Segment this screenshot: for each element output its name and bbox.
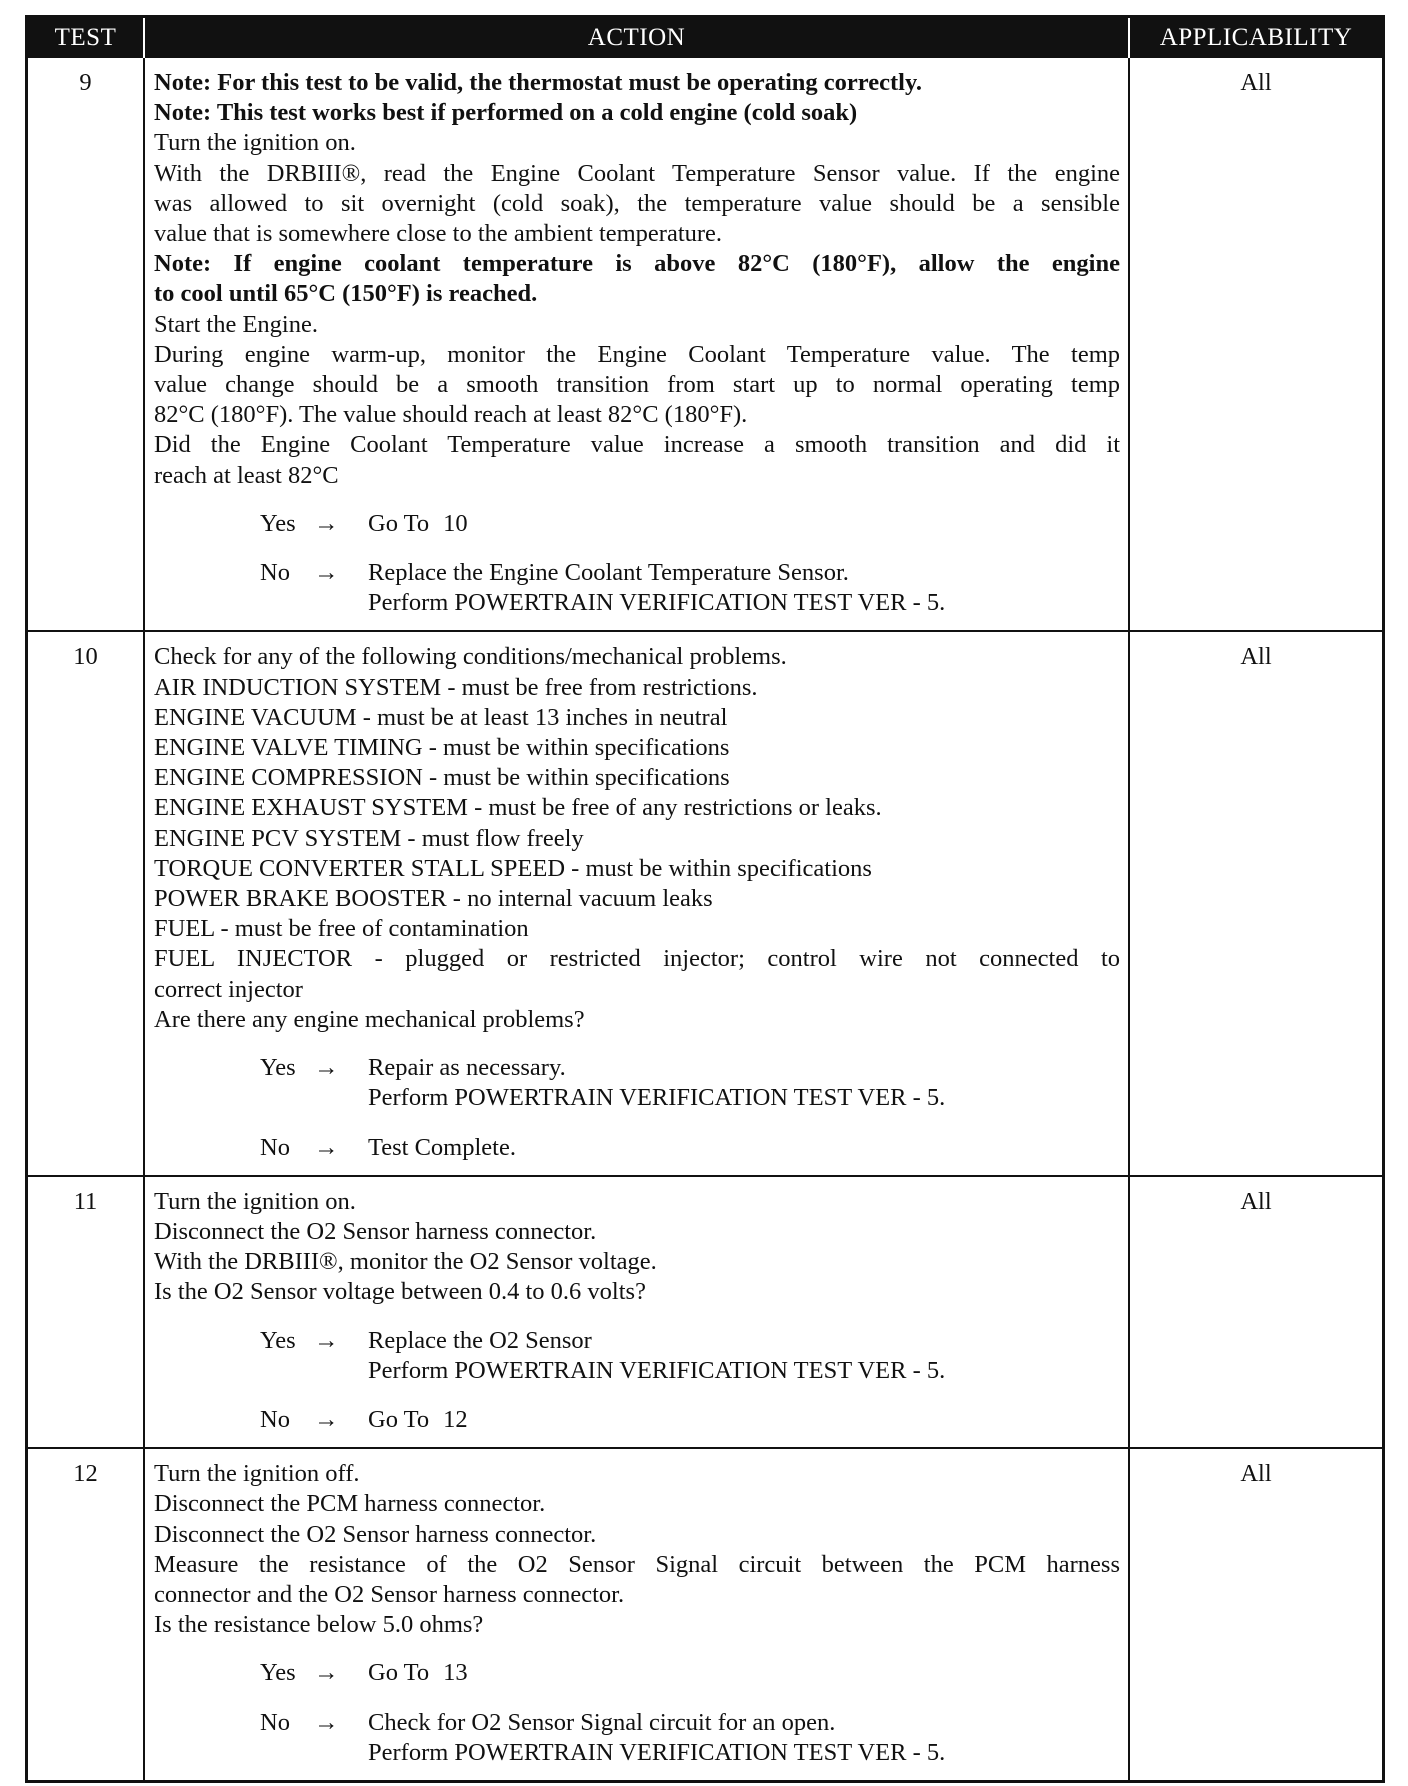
- table-row: [28, 630, 1382, 1174]
- table-row: [28, 1175, 1382, 1447]
- table-row: [28, 1447, 1382, 1780]
- goto-test-number: 12: [443, 1405, 468, 1433]
- right-arrow-icon: →: [314, 1054, 339, 1082]
- result-line: [368, 1053, 1120, 1083]
- action-step: With the DRBIII®, monitor the O2 Sensor voltage.: [154, 1248, 657, 1276]
- test-number: 12: [28, 1449, 145, 1780]
- yes-result: [368, 1326, 1120, 1386]
- result-text: Repair as necessary.: [368, 1054, 566, 1082]
- action-step: During engine warm-up, monitor the Engine Coolant Temperature value. The temp: [154, 340, 1120, 368]
- action-note: to cool until 65°C (150°F) is reached.: [154, 280, 538, 308]
- action-step: ENGINE VACUUM - must be at least 13 inches in neutral: [154, 703, 728, 731]
- no-result: [368, 1133, 1120, 1163]
- result-text: Perform POWERTRAIN VERIFICATION TEST VER - 5.: [368, 1356, 946, 1384]
- action-step: TORQUE CONVERTER STALL SPEED - must be within specifications: [154, 854, 872, 882]
- action-step: Turn the ignition on.: [154, 1187, 356, 1215]
- right-arrow-icon: →: [314, 1405, 339, 1433]
- action-step: Are there any engine mechanical problems?: [154, 1005, 585, 1033]
- test-number: 10: [28, 632, 145, 1174]
- result-text: Go To: [368, 1659, 430, 1687]
- action-cell: [145, 1177, 1130, 1447]
- no-result: [368, 1708, 1120, 1768]
- action-note: Note: If engine coolant temperature is above 82°C (180°F), allow the engine: [154, 250, 1120, 278]
- goto-test-number: 13: [443, 1659, 468, 1687]
- result-text: Replace the Engine Coolant Temperature Sensor.: [368, 559, 849, 587]
- right-arrow-icon: →: [314, 559, 339, 587]
- result-line: [368, 1326, 1120, 1356]
- right-arrow-icon: →: [314, 1326, 339, 1354]
- right-arrow-icon: →: [314, 509, 339, 537]
- no-result: [368, 558, 1120, 618]
- result-line: [368, 588, 1120, 618]
- table-row: [28, 58, 1382, 630]
- no-branch: [260, 1708, 1120, 1768]
- no-branch: [260, 1405, 1120, 1435]
- header-applicability: APPLICABILITY: [1159, 24, 1353, 51]
- action-step: ENGINE PCV SYSTEM - must flow freely: [154, 824, 584, 852]
- yes-result: [368, 1658, 1120, 1688]
- result-text: Go To: [368, 1405, 430, 1433]
- action-step: Disconnect the PCM harness connector.: [154, 1490, 546, 1518]
- action-cell: [145, 58, 1130, 630]
- header-test: TEST: [28, 18, 145, 58]
- action-cell: [145, 632, 1130, 1174]
- result-line: [368, 1405, 1120, 1435]
- yes-label: Yes: [260, 509, 296, 537]
- action-step: AIR INDUCTION SYSTEM - must be free from restrictions.: [154, 673, 758, 701]
- right-arrow-icon: →: [314, 1659, 339, 1687]
- yes-result: [368, 509, 1120, 539]
- no-label: No: [260, 1133, 290, 1161]
- yes-label: Yes: [260, 1054, 296, 1082]
- result-text: Test Complete.: [368, 1133, 516, 1161]
- goto-test-number: 10: [443, 509, 468, 537]
- action-step: Disconnect the O2 Sensor harness connector.: [154, 1520, 597, 1548]
- action-step: Start the Engine.: [154, 310, 318, 338]
- action-step: Did the Engine Coolant Temperature value increase a smooth transition and did it: [154, 431, 1120, 459]
- action-step: Check for any of the following conditions/mechanical problems.: [154, 643, 787, 671]
- no-result: [368, 1405, 1120, 1435]
- action-step: POWER BRAKE BOOSTER - no internal vacuum leaks: [154, 885, 713, 913]
- table-header: [28, 18, 1382, 58]
- action-step: value change should be a smooth transition from start up to normal operating temp: [154, 371, 1120, 399]
- result-text: Perform POWERTRAIN VERIFICATION TEST VER - 5.: [368, 1084, 946, 1112]
- yes-branch: [260, 509, 1120, 539]
- action-step: ENGINE COMPRESSION - must be within specifications: [154, 764, 730, 792]
- applicability-value: All: [1240, 1187, 1272, 1215]
- action-step: Measure the resistance of the O2 Sensor Signal circuit between the PCM harness: [154, 1550, 1120, 1578]
- result-text: Perform POWERTRAIN VERIFICATION TEST VER - 5.: [368, 1738, 946, 1766]
- action-step: Turn the ignition on.: [154, 129, 356, 157]
- result-line: [368, 1708, 1120, 1738]
- result-line: [368, 1133, 1120, 1163]
- action-step: 82°C (180°F). The value should reach at least 82°C (180°F).: [154, 401, 748, 429]
- yes-branch: [260, 1053, 1120, 1113]
- action-step: Is the resistance below 5.0 ohms?: [154, 1611, 484, 1639]
- no-branch: [260, 1133, 1120, 1163]
- action-step: value that is somewhere close to the ambient temperature.: [154, 220, 723, 248]
- yes-branch: [260, 1658, 1120, 1688]
- applicability-value: All: [1240, 1460, 1272, 1488]
- action-note: Note: This test works best if performed on a cold engine (cold soak): [154, 99, 858, 127]
- test-number: 9: [28, 58, 145, 630]
- action-step: With the DRBIII®, read the Engine Coolant Temperature Sensor value. If the engine: [154, 159, 1120, 187]
- no-branch: [260, 558, 1120, 618]
- action-step: Turn the ignition off.: [154, 1460, 360, 1488]
- no-label: No: [260, 559, 290, 587]
- action-step: Is the O2 Sensor voltage between 0.4 to 0.6 volts?: [154, 1278, 646, 1306]
- yes-result: [368, 1053, 1120, 1113]
- action-step: correct injector: [154, 975, 303, 1003]
- yes-branch: [260, 1326, 1120, 1386]
- no-label: No: [260, 1708, 290, 1736]
- right-arrow-icon: →: [314, 1133, 339, 1161]
- result-text: Check for O2 Sensor Signal circuit for an open.: [368, 1708, 836, 1736]
- result-line: [368, 1738, 1120, 1768]
- result-line: [368, 1658, 1120, 1688]
- no-label: No: [260, 1405, 290, 1433]
- action-step: ENGINE VALVE TIMING - must be within specifications: [154, 734, 730, 762]
- test-number: 11: [28, 1177, 145, 1447]
- applicability-value: All: [1240, 69, 1272, 96]
- action-step: FUEL - must be free of contamination: [154, 915, 529, 943]
- result-text: Perform POWERTRAIN VERIFICATION TEST VER - 5.: [368, 589, 946, 617]
- action-step: FUEL INJECTOR - plugged or restricted injector; control wire not connected to: [154, 945, 1120, 973]
- action-cell: [145, 1449, 1130, 1780]
- right-arrow-icon: →: [314, 1708, 339, 1736]
- action-step: reach at least 82°C: [154, 461, 339, 489]
- action-step: connector and the O2 Sensor harness connector.: [154, 1580, 625, 1608]
- result-text: Replace the O2 Sensor: [368, 1326, 592, 1354]
- result-text: Go To: [368, 509, 430, 537]
- table-body: [28, 58, 1382, 1780]
- yes-label: Yes: [260, 1659, 296, 1687]
- action-step: was allowed to sit overnight (cold soak), the temperature value should be a sensible: [154, 189, 1120, 217]
- result-line: [368, 1356, 1120, 1386]
- action-step: Disconnect the O2 Sensor harness connector.: [154, 1217, 597, 1245]
- header-action: ACTION: [145, 18, 1130, 58]
- applicability-value: All: [1240, 643, 1272, 671]
- action-step: ENGINE EXHAUST SYSTEM - must be free of any restrictions or leaks.: [154, 794, 882, 822]
- result-line: [368, 509, 1120, 539]
- result-line: [368, 558, 1120, 588]
- yes-label: Yes: [260, 1326, 296, 1354]
- result-line: [368, 1083, 1120, 1113]
- diagnostic-test-table: [25, 15, 1385, 1783]
- action-note: Note: For this test to be valid, the thermostat must be operating correctly.: [154, 69, 922, 96]
